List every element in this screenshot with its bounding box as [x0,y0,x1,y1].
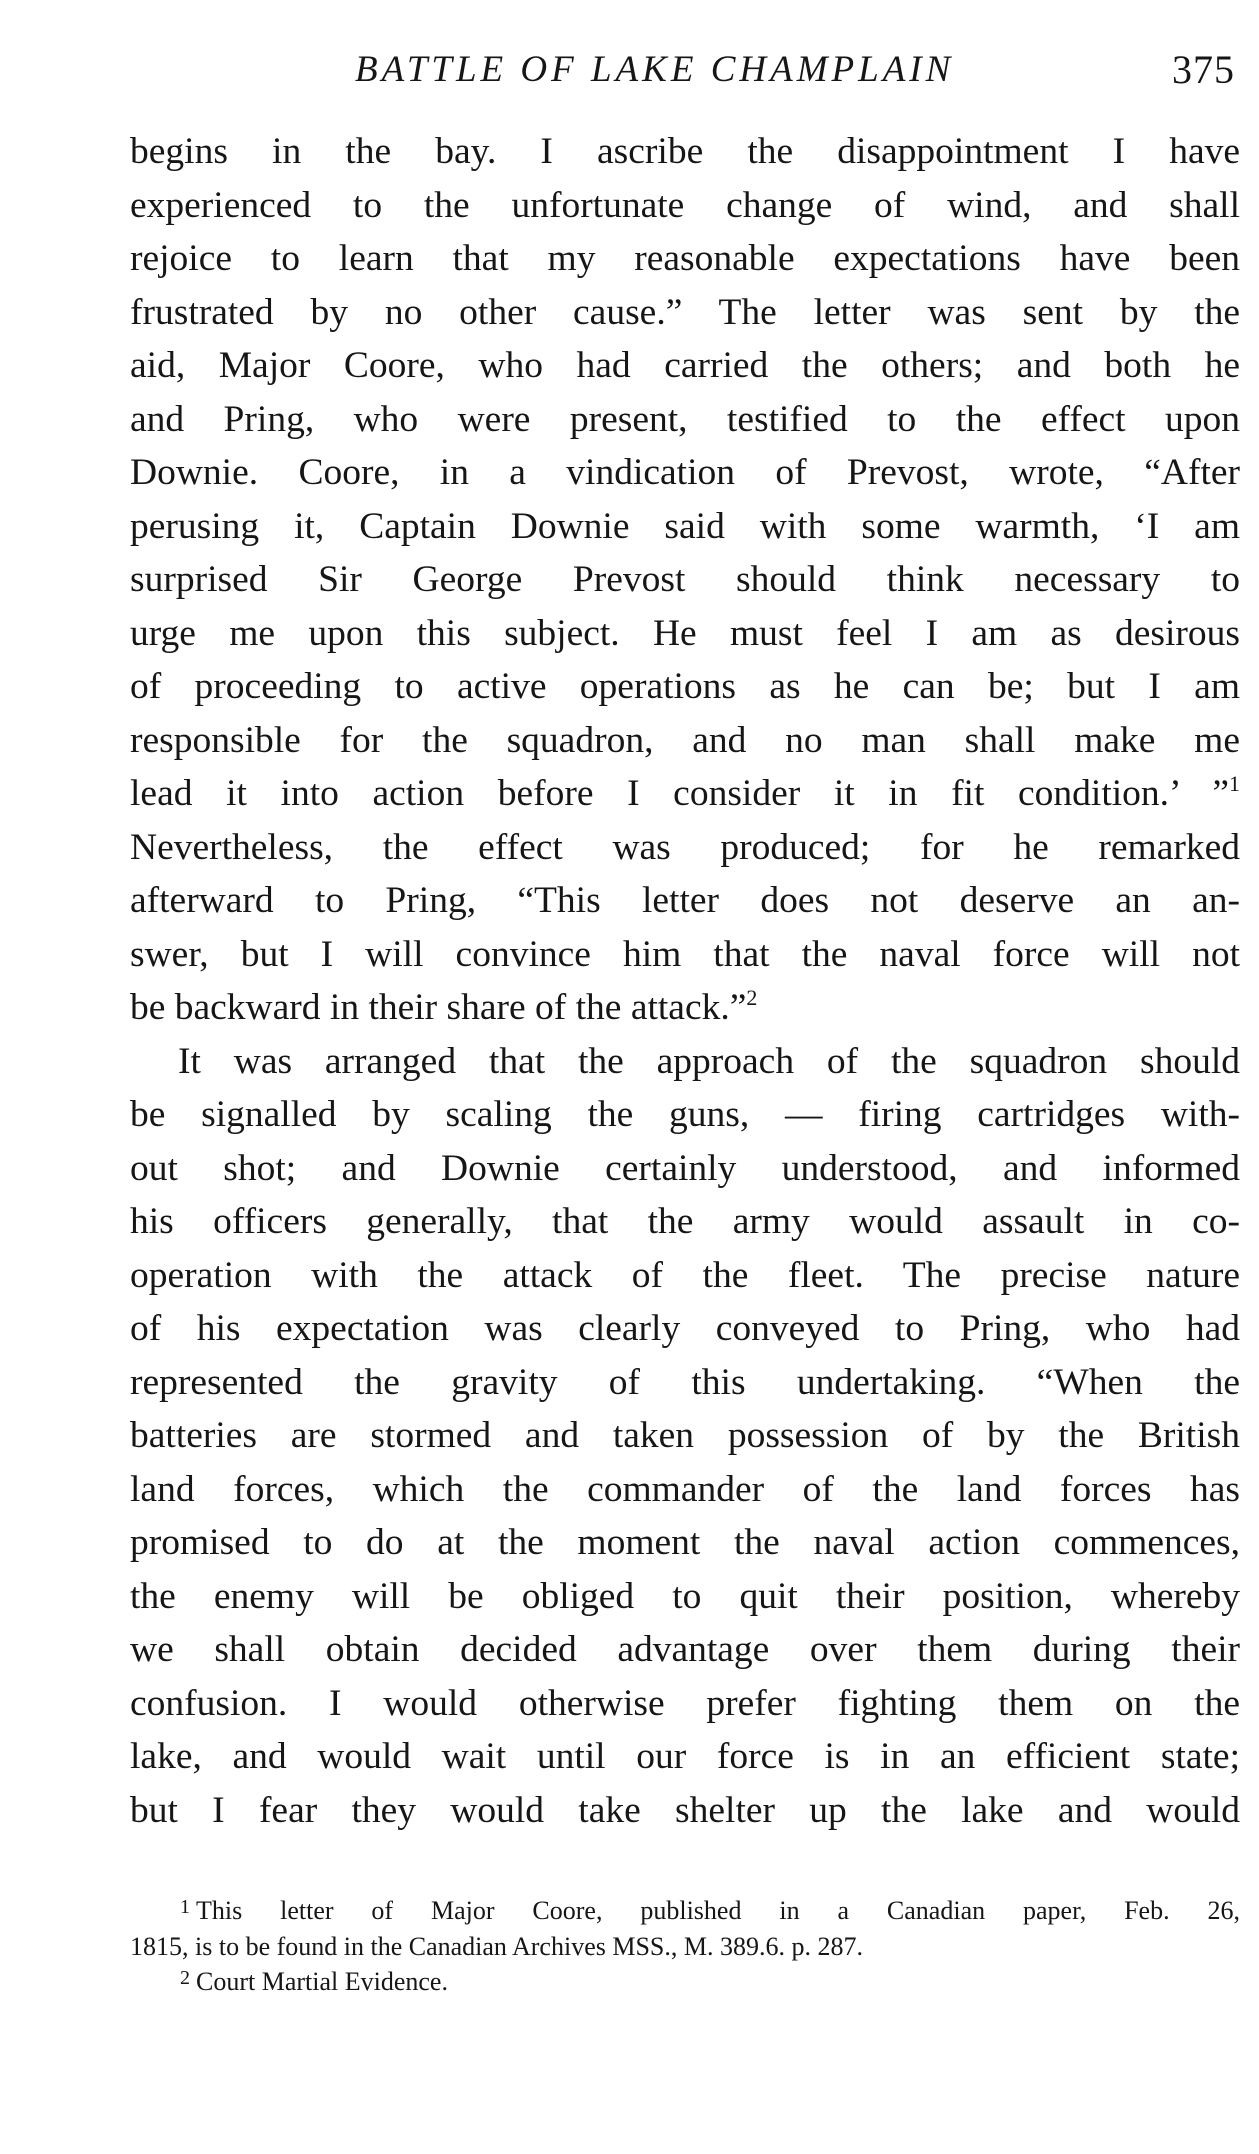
footnote-1-line-1 [130,1893,1240,1929]
text-line-content: lead it into action before I consider it in fit condition.’ ” [130,773,1229,814]
footnote-2-mark: 2 [180,1967,190,1989]
footnotes [130,1893,1240,2000]
text-line: the enemy will be obliged to quit their position, whereby [130,1575,1240,1617]
text-line: of his expectation was clearly conveyed to Pring, who had [130,1308,1240,1349]
footnote-1-line-2: 1815, is to be found in the Canadian Archives MSS., M. 389.6. p. 287. [130,1931,864,1961]
text-line: promised to do at the moment the naval action commences, [130,1522,1240,1563]
footnote-ref-2: 2 [746,985,758,1010]
running-title: BATTLE OF LAKE CHAMPLAIN [355,49,955,90]
text-line: swer, but I will convince him that the naval force will not [130,933,1240,975]
text-line: frustrated by no other cause.” The letter was sent by the [130,291,1240,333]
footnote-2 [130,1964,1240,2000]
body-text [130,125,1240,1837]
text-line-with-footnote-ref [130,981,1240,1035]
footnote-1-mark: 1 [180,1896,190,1918]
text-line: we shall obtain decided advantage over them during their [130,1629,1240,1670]
text-line: begins in the bay. I ascribe the disappointment I have [130,131,1240,172]
text-line: operation with the attack of the fleet. The precise nature [130,1254,1240,1296]
text-line: confusion. I would otherwise prefer fighting them on the [130,1682,1240,1724]
text-line: and Pring, who were present, testified to the effect upon [130,398,1240,440]
footnote-1-text: This letter of Major Coore, published in a Canadian paper, Feb. 26, [196,1896,1240,1925]
text-line: rejoice to learn that my reasonable expectations have been [130,238,1240,279]
running-head [130,40,1235,100]
text-line-with-footnote-ref [130,767,1240,821]
text-line: lake, and would wait until our force is in an efficient state; [130,1736,1240,1777]
paragraph-start-line: It was arranged that the approach of the squadron should [178,1040,1240,1082]
page-number: 375 [1172,47,1235,92]
text-line: urge me upon this subject. He must feel I am as desirous [130,612,1240,654]
text-line: land forces, which the commander of the land forces has [130,1468,1240,1510]
text-line: his officers generally, that the army would assault in co- [130,1201,1240,1242]
text-line: out shot; and Downie certainly understood, and informed [130,1147,1240,1189]
text-line: surprised Sir George Prevost should think necessary to [130,559,1240,600]
text-line: perusing it, Captain Downie said with some warmth, ‘I am [130,505,1240,547]
text-line: Nevertheless, the effect was produced; for he remarked [130,826,1240,868]
text-line: experienced to the unfortunate change of wind, and shall [130,184,1240,226]
text-line: be signalled by scaling the guns, — firing cartridges with- [130,1094,1240,1135]
text-line: Downie. Coore, in a vindication of Prevost, wrote, “After [130,452,1240,493]
text-line: afterward to Pring, “This letter does not deserve an an- [130,880,1240,921]
text-line: represented the gravity of this undertaking. “When the [130,1361,1240,1403]
footnote-ref-1: 1 [1229,771,1240,796]
text-line: responsible for the squadron, and no man shall make me [130,719,1240,761]
text-line: but I fear they would take shelter up the lake and would [130,1789,1240,1831]
footnote-2-text: Court Martial Evidence. [196,1967,448,1996]
text-line: batteries are stormed and taken possession of by the British [130,1415,1240,1456]
text-line: aid, Major Coore, who had carried the others; and both he [130,345,1240,386]
text-line: of proceeding to active operations as he can be; but I am [130,666,1240,707]
text-line-content: be backward in their share of the attack.” [130,987,747,1028]
